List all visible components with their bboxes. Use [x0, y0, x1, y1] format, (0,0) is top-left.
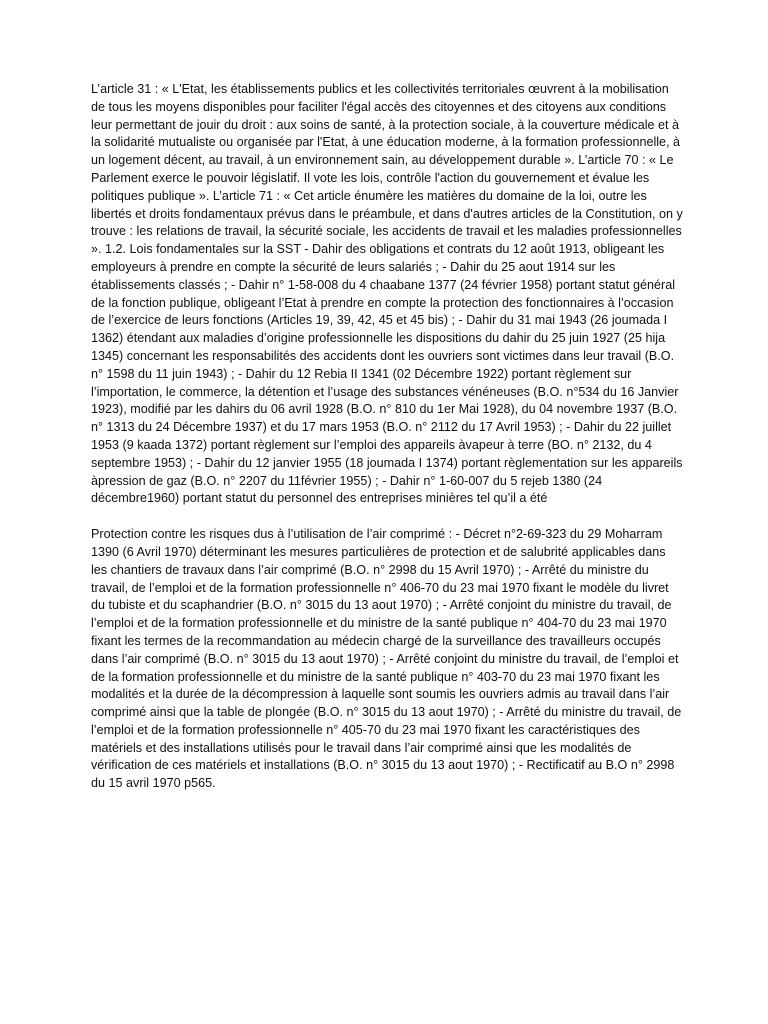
paragraph-articles-and-laws: L’article 31 : « L'Etat, les établissements publics et les collectivités territoriales œuvrent à la mobilisation de tous les moyens disponibles pour faciliter l'égal accès des citoyennes et des citoyens aux conditions leur permettant de jouir du droit : aux soins de santé, à la protection sociale, à la couverture médicale et à la solidarité mutualiste ou organisée par l'Etat, à une éducation moderne, à la formation professionnelle, à un logement décent, au travail, à un environnement sain, au développement durable ». L’article 70 : « Le Parlement exerce le pouvoir législatif. Il vote les lois, contrôle l'action du gouvernement et évalue les politiques publique ». L’article 71 : « Cet article énumère les matières du domaine de la loi, outre les libertés et droits fondamentaux prévus dans le préambule, et dans d'autres articles de la Constitution, on y trouve : les relations de travail, la sécurité sociale, les accidents de travail et les maladies professionnelles ». 1.2. Lois fondamentales sur la SST - Dahir des obligations et contrats du 12 août 1913, obligeant les employeurs à prendre en compte la sécurité de leurs salariés ; - Dahir du 25 aout 1914 sur les établissements classés ; - Dahir n° 1-58-008 du 4 chaabane 1377 (24 février 1958) portant statut général de la fonction publique, obligeant l’Etat à prendre en compte la protection des fonctionnaires à l’occasion de l’exercice de leurs fonctions (Articles 19, 39, 42, 45 et 45 bis) ; - Dahir du 31 mai 1943 (26 joumada I 1362) étendant aux maladies d’origine professionnelle les dispositions du dahir du 25 juin 1927 (25 hija 1345) concernant les responsabilités des accidents dont les ouvriers sont victimes dans leur travail (B.O. n° 1598 du 11 juin 1943) ; - Dahir du 12 Rebia II 1341 (02 Décembre 1922) portant règlement sur l’importation, le commerce, la détention et l’usage des substances vénéneuses (B.O. n°534 du 16 Janvier 1923), modifié par les dahirs du 06 avril 1928 (B.O. n° 810 du 1er Mai 1928), du 04 novembre 1937 (B.O. n° 1313 du 24 Décembre 1937) et du 17 mars 1953 (B.O. n° 2112 du 17 Avril 1953) ; - Dahir du 22 juillet 1953 (9 kaada 1372) portant règlement sur l’emploi des appareils àvapeur à terre (BO. n° 2132, du 4 septembre 1953) ; - Dahir du 12 janvier 1955 (18 joumada I 1374) portant règlementation sur les appareils àpression de gaz (B.O. n° 2207 du 11février 1955) ; - Dahir n° 1-60-007 du 5 rejeb 1380 (24 décembre1960) portant statut du personnel des entreprises minières tel qu’il a été [91, 82, 683, 506]
paragraph-compressed-air-protection: Protection contre les risques dus à l’utilisation de l’air comprimé : - Décret n°2-69-323 du 29 Moharram 1390 (6 Avril 1970) déterminant les mesures particulières de protection et de salubrité applicables dans les chantiers de travaux dans l’air comprimé (B.O. n° 2998 du 15 Avril 1970) ; - Arrêté du ministre du travail, de l’emploi et de la formation professionnelle n° 406-70 du 23 mai 1970 fixant le modèle du livret du tubiste et du scaphandrier (B.O. n° 3015 du 13 aout 1970) ; - Arrêté conjoint du ministre du travail, de l’emploi et de la formation professionnelle et du ministre de la santé publique n° 404-70 du 23 mai 1970 fixant les termes de la recommandation au médecin chargé de la surveillance des travailleurs occupés dans l’air comprimé (B.O. n° 3015 du 13 aout 1970) ; - Arrêté conjoint du ministre du travail, de l’emploi et de la formation professionnelle et du ministre de la santé publique n° 403-70 du 23 mai 1970 fixant les modalités et la durée de la décompression à laquelle sont soumis les ouvriers admis au travail dans l’air comprimé ainsi que la table de plongée (B.O. n° 3015 du 13 aout 1970) ; - Arrêté du ministre du travail, de l’emploi et de la formation professionnelle n° 405-70 du 23 mai 1970 fixant les caractéristiques des matériels et des installations utilisés pour le travail dans l’air comprimé ainsi que les modalités de vérification de ces matériels et installations (B.O. n° 3015 du 13 aout 1970) ; - Rectificatif au B.O n° 2998 du 15 avril 1970 p565. [91, 527, 682, 791]
